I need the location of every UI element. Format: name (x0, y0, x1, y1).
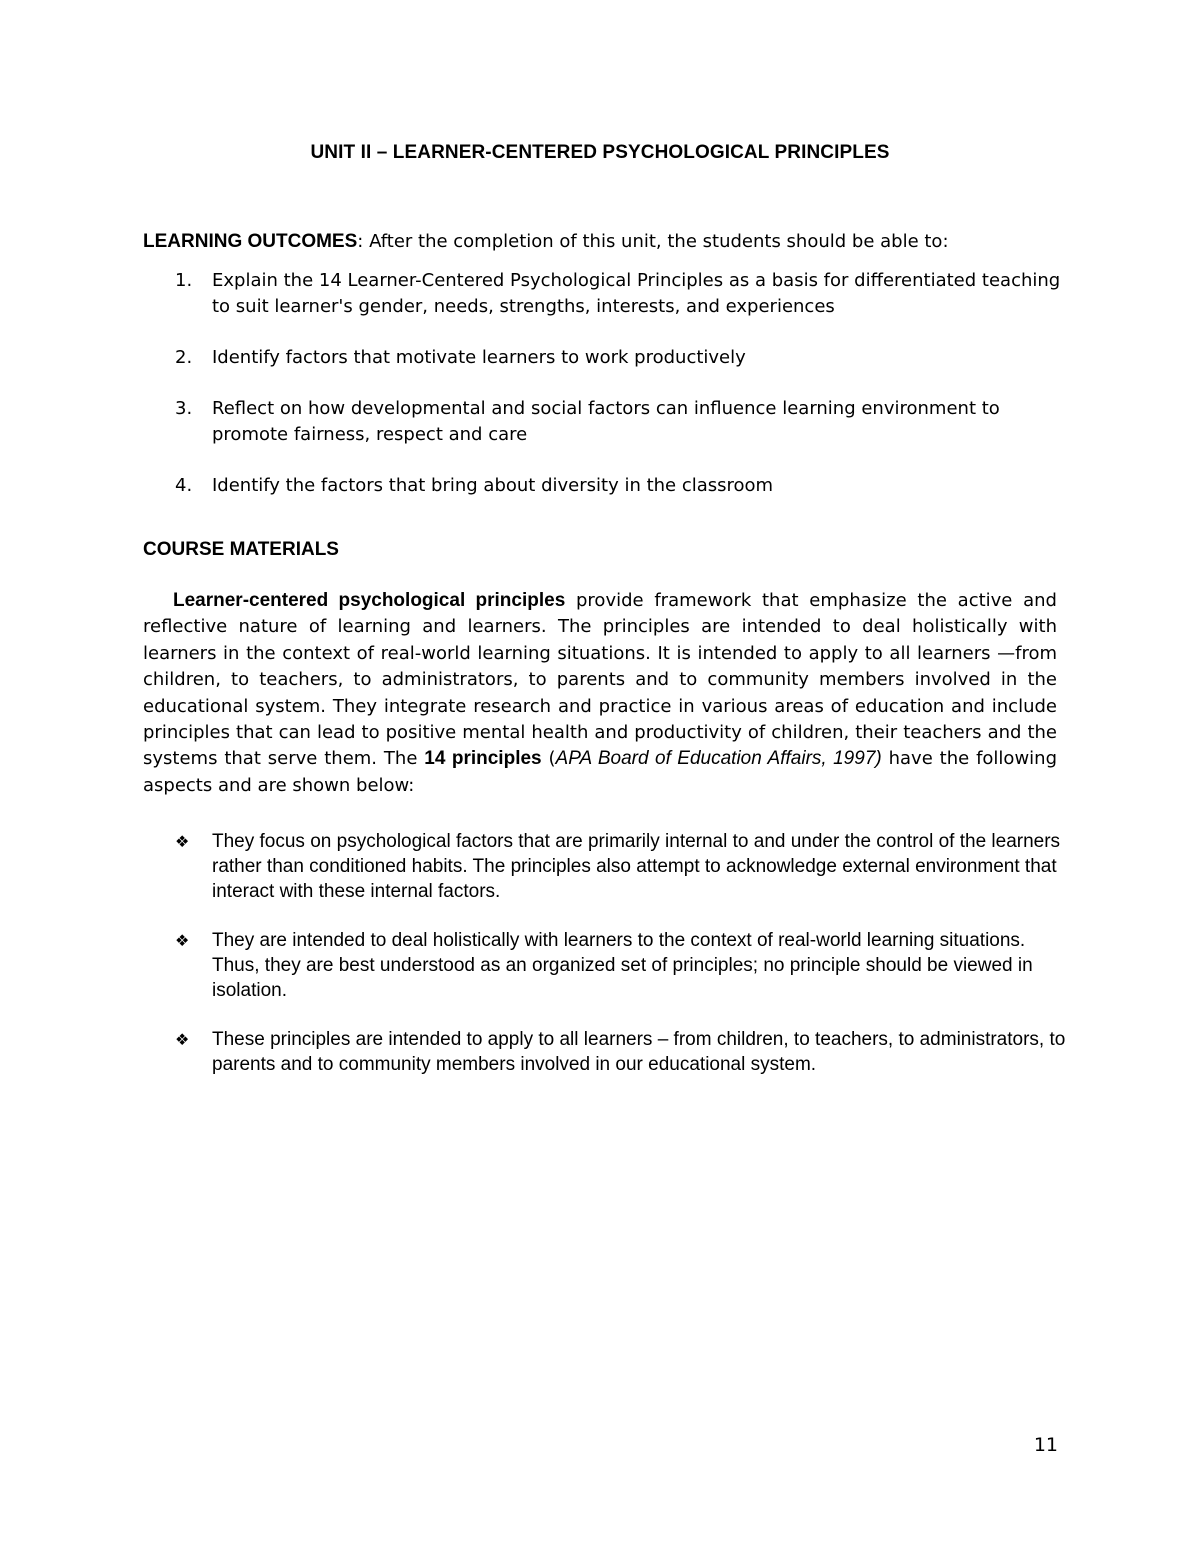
list-item (143, 473, 1073, 499)
bullet-text: They are intended to deal holistically with learners to the context of real-world learning situations. Thus, they are best understood as an organized set of principles; no principle should be viewed in isolation. (212, 930, 1033, 1001)
list-item (143, 396, 1073, 448)
list-item-text: Explain the 14 Learner-Centered Psychological Principles as a basis for differentiated teaching to suit learner's gender, needs, strengths, interests, and experiences (212, 270, 1061, 317)
diamond-bullet-icon: ❖ (175, 832, 190, 851)
list-item-number: 3. (175, 398, 193, 419)
list-item-number: 2. (175, 347, 193, 368)
page-number: 11 (1033, 1434, 1058, 1456)
bold-term: Learner-centered psychological principles (173, 590, 566, 611)
paragraph-text: provide framework that emphasize the active and reflective nature of learning and learners. The principles are intended to deal holistically with learners in the context of real-world learning situations. It is intended to apply to all learners —from children, to teachers, to administrators, to parents and to community members involved in the educational system. They integrate research and practice in various areas of education and include principles that can lead to positive mental health and productivity of children, their teachers and the systems that serve them. The (143, 590, 1057, 770)
aspects-bullet-list (143, 829, 1073, 1101)
list-item (143, 1027, 1073, 1077)
diamond-bullet-icon: ❖ (175, 1030, 190, 1049)
paragraph-text-end: have the following aspects and are shown below: (143, 748, 1057, 796)
citation: APA Board of Education Affairs, 1997) (555, 748, 882, 770)
list-item-number: 4. (175, 475, 193, 496)
course-materials-paragraph (143, 588, 1057, 799)
list-item (143, 928, 1073, 1003)
diamond-bullet-icon: ❖ (175, 931, 190, 950)
learning-outcomes-heading: LEARNING OUTCOMES (143, 231, 358, 252)
bullet-text: These principles are intended to apply to all learners – from children, to teachers, to administrators, to parents and to community members involved in our educational system. (212, 1029, 1066, 1075)
learning-outcomes-intro-text: : After the completion of this unit, the students should be able to: (357, 231, 949, 252)
list-item-number: 1. (175, 270, 193, 291)
bullet-text: They focus on psychological factors that are primarily internal to and under the control of the learners rather than conditioned habits. The principles also attempt to acknowledge external environment that interact with these internal factors. (212, 831, 1061, 902)
list-item (143, 829, 1073, 904)
learning-outcomes-intro (143, 229, 1073, 255)
page-title: UNIT II – LEARNER-CENTERED PSYCHOLOGICAL PRINCIPLES (310, 142, 890, 163)
list-item-text: Identify the factors that bring about diversity in the classroom (212, 475, 774, 496)
open-paren: ( (541, 748, 556, 770)
list-item (143, 268, 1073, 320)
bold-principles-count: 14 principles (424, 748, 542, 770)
learning-outcomes-list (143, 268, 1073, 524)
course-materials-heading: COURSE MATERIALS (143, 539, 339, 560)
list-item (143, 345, 1073, 371)
list-item-text: Identify factors that motivate learners to work productively (212, 347, 746, 368)
list-item-text: Reflect on how developmental and social factors can influence learning environment to promote fairness, respect and care (212, 398, 1000, 445)
